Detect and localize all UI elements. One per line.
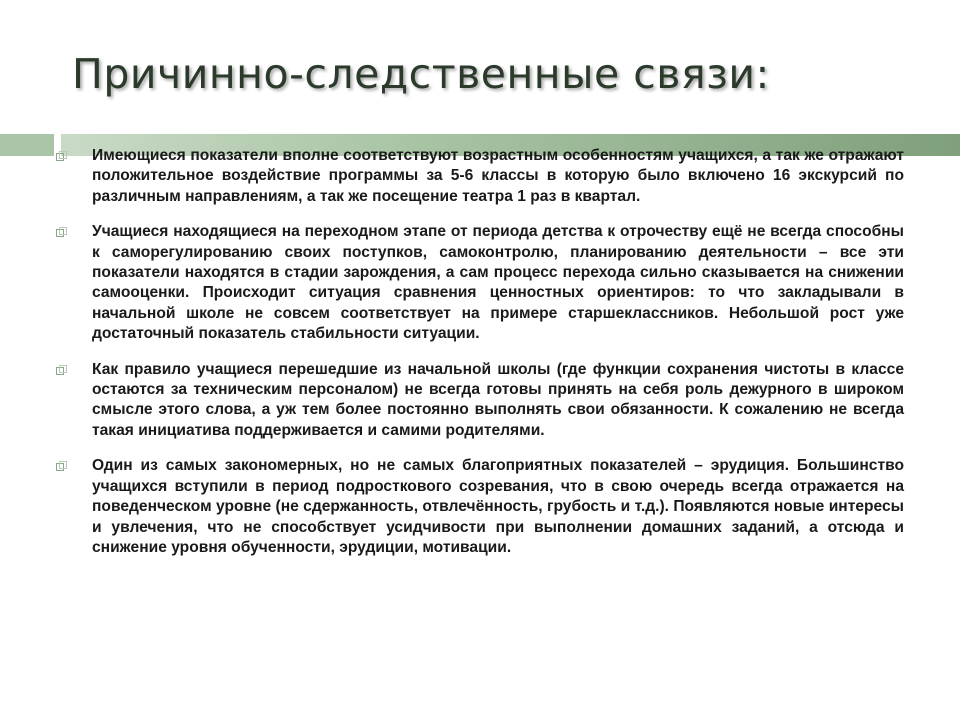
- open-box-bullet-icon: [56, 151, 68, 161]
- bullet-list: [56, 146, 904, 573]
- bullet-item: [56, 456, 904, 558]
- accent-band-left: [0, 134, 54, 156]
- bullet-text: Один из самых закономерных, но не самых благоприятных показателей – эрудиция. Большинство учащихся вступили в период подросткового созревания, что в свою очередь всегда отражается на поведенческом уровне (не сдержанность, отвлечённость, грубость и т.д.). Появляются новые интересы и увлечения, что не способствует усидчивости при выполнении домашних заданий, а отсюда и снижение уровня обученности, эрудиции, мотивации.: [92, 457, 904, 556]
- bullet-text: Как правило учащиеся перешедшие из начальной школы (где функции сохранения чистоты в классе остаются за техническим персоналом) не всегда готовы принять на себя роль дежурного в широком смысле этого слова, а уж тем более постоянно выполнять свои обязанности. К сожалению не всегда такая инициатива поддерживается и самими родителями.: [92, 360, 904, 439]
- open-box-bullet-icon: [56, 461, 68, 471]
- bullet-text: Учащиеся находящиеся на переходном этапе от периода детства к отрочеству ещё не всегда способны к саморегулированию своих поступков, самоконтролю, планированию деятельности – все эти показатели находятся в стадии зарождения, а сам процесс перехода сильно сказывается на снижении самооценки. Происходит ситуация сравнения ценностных ориентиров: то что закладывали в начальной школе не совсем соответствует на примере старшеклассников. Небольшой рост уже достаточный показатель стабильности ситуации.: [92, 223, 904, 343]
- bullet-text: Имеющиеся показатели вполне соответствуют возрастным особенностям учащихся, а так же отражают положительное воздействие программы за 5-6 классы в которую было включено 16 экскурсий по различным направлениям, а так же посещение театра 1 раз в квартал.: [92, 147, 904, 205]
- open-box-bullet-icon: [56, 365, 68, 375]
- slide-title: Причинно-следственные связи:: [72, 50, 770, 98]
- bullet-item: [56, 360, 904, 442]
- bullet-item: [56, 146, 904, 207]
- bullet-item: [56, 222, 904, 344]
- open-box-bullet-icon: [56, 227, 68, 237]
